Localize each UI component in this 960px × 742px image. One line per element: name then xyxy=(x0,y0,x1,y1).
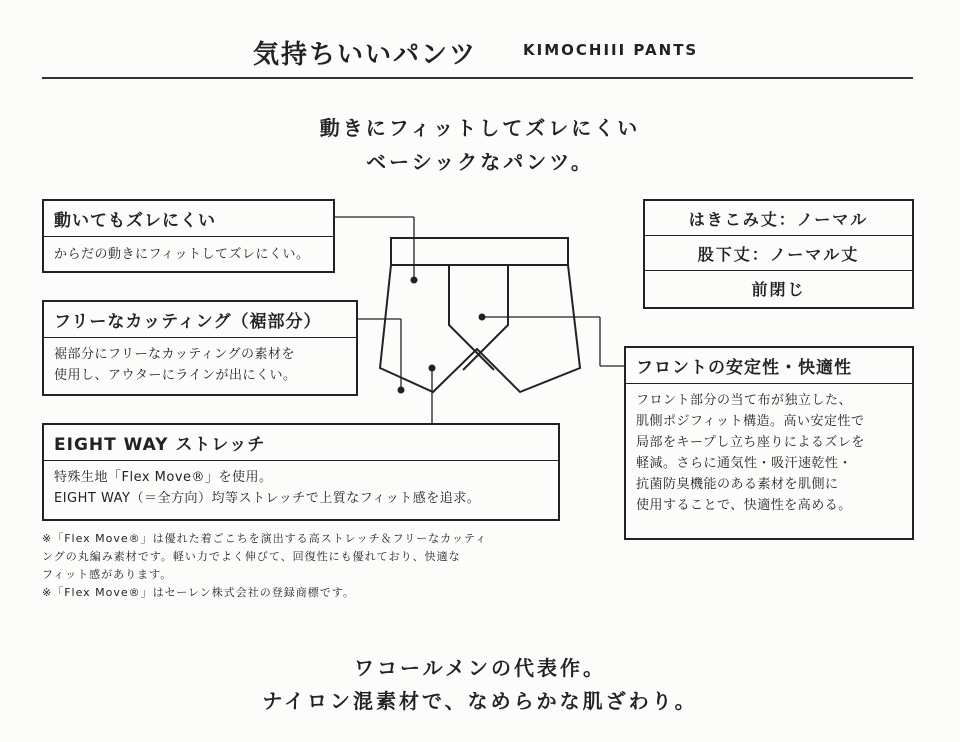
footnote-line: ※「Flex Move®」はセーレン株式会社の登録商標です。 xyxy=(42,586,355,599)
feature-cutting xyxy=(42,300,358,396)
closing-line-2: ナイロン混素材で、なめらかな肌ざわり。 xyxy=(262,689,698,713)
spec-rise: はきこみ丈：ノーマル xyxy=(645,201,912,236)
feature-movement-body: からだの動きにフィットしてズレにくい。 xyxy=(54,247,310,262)
feature-movement xyxy=(42,199,335,273)
feature-cutting-body-line: 裾部分にフリーなカッティングの素材を xyxy=(54,347,296,362)
footnote-line: フィット感があります。 xyxy=(42,568,173,581)
waistband-shape xyxy=(391,238,568,265)
feature-stretch-heading: EIGHT WAY ストレッチ xyxy=(44,425,558,461)
feature-movement-heading: 動いてもズレにくい xyxy=(44,201,333,237)
feature-front-body-line: 肌側ポジフィット構造。高い安定性で xyxy=(636,414,865,429)
page-title-en: KIMOCHIII PANTS xyxy=(523,41,699,59)
feature-front-body-line: 軽減。さらに通気性・吸汗速乾性・ xyxy=(636,456,853,471)
marker-front-panel xyxy=(479,314,486,321)
feature-front-body-line: 使用することで、快適性を高める。 xyxy=(636,498,852,513)
tagline-line-2: ベーシックなパンツ。 xyxy=(366,150,594,174)
feature-cutting-body-line: 使用し、アウターにラインが出にくい。 xyxy=(54,368,297,383)
spec-inseam: 股下丈：ノーマル丈 xyxy=(645,236,912,271)
feature-stretch-body-line: EIGHT WAY（＝全方向）均等ストレッチで上質なフィット感を追求。 xyxy=(54,491,481,506)
page-title: 気持ちいいパンツ xyxy=(253,40,478,70)
feature-cutting-heading: フリーなカッティング（裾部分） xyxy=(44,302,356,338)
marker-fabric xyxy=(429,365,436,372)
feature-front-heading: フロントの安定性・快適性 xyxy=(626,348,912,384)
feature-stretch xyxy=(42,423,560,521)
marker-hem xyxy=(398,387,405,394)
feature-front-body xyxy=(626,384,912,522)
feature-front-body-line: 局部をキープし立ち座りによるズレを xyxy=(636,435,865,450)
feature-stretch-body-line: 特殊生地「Flex Move®」を使用。 xyxy=(54,470,273,485)
footnotes xyxy=(42,530,582,602)
feature-front-body-line: フロント部分の当て布が独立した、 xyxy=(636,393,853,408)
closing-line-1: ワコールメンの代表作。 xyxy=(354,656,606,680)
tagline-line-1: 動きにフィットしてズレにくい xyxy=(319,116,641,140)
spec-closure: 前閉じ xyxy=(751,280,806,299)
briefs-body-shape xyxy=(380,265,580,392)
footnote-line: ※「Flex Move®」は優れた着ごこちを演出する高ストレッチ＆フリーなカッティ xyxy=(42,532,488,545)
feature-stretch-body xyxy=(44,461,558,515)
feature-cutting-body xyxy=(44,338,356,392)
marker-waistband xyxy=(411,277,418,284)
footnote-line: ングの丸編み素材です。軽い力でよく伸びて、回復性にも優れており、快適な xyxy=(42,550,461,563)
feature-front-body-line: 抗菌防臭機能のある素材を肌側に xyxy=(636,477,839,492)
feature-front xyxy=(624,346,914,540)
spec-table xyxy=(643,199,914,309)
